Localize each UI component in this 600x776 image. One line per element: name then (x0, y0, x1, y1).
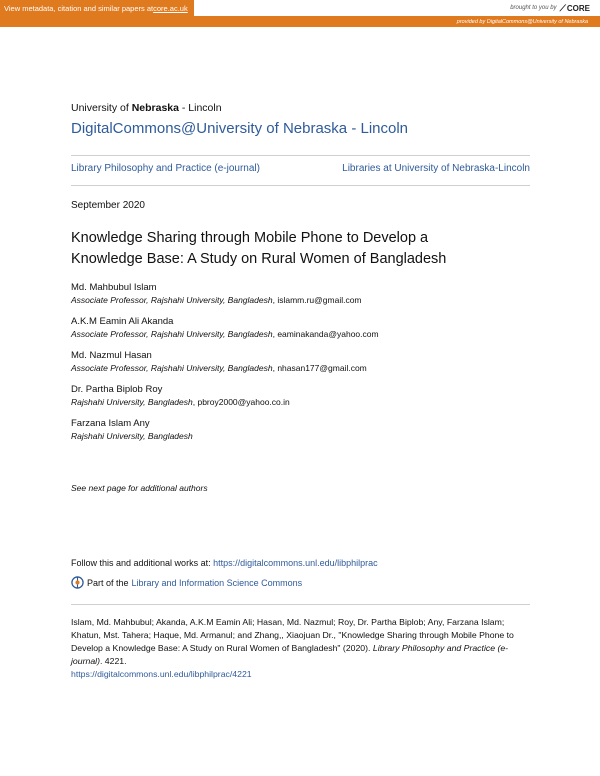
core-provider-bar (0, 16, 600, 27)
author-entry (71, 384, 531, 409)
author-email: , islamm.ru@gmail.com (272, 295, 362, 305)
repository-title[interactable]: DigitalCommons@University of Nebraska - Lincoln (71, 120, 409, 137)
core-banner-top (0, 0, 600, 16)
commons-link[interactable]: Library and Information Science Commons (131, 577, 303, 588)
institution-name (71, 102, 222, 114)
journal-link[interactable]: Library Philosophy and Practice (e-journal) (71, 163, 260, 174)
divider-citation (71, 604, 530, 605)
network-icon (71, 576, 84, 589)
part-of-text: Part of the (87, 577, 129, 588)
institution-bold: Nebraska (131, 102, 179, 114)
author-name: A.K.M Eamin Ali Akanda (71, 316, 174, 327)
core-logo[interactable] (560, 3, 590, 14)
core-logo-label: CORE (566, 3, 590, 13)
institution-prefix: University of (71, 102, 132, 114)
author-affiliation (71, 430, 531, 443)
follow-line (71, 558, 378, 568)
core-notice-text: View metadata, citation and similar papers at (4, 3, 154, 13)
core-banner (0, 0, 600, 27)
brought-by-text: brought to you by (510, 5, 557, 11)
author-entry (71, 418, 531, 443)
provided-by-text: provided by DigitalCommons@University of Nebraska (456, 18, 588, 25)
affiliation-text: Associate Professor, Rajshahi University, Bangladesh (71, 295, 273, 305)
divider-top (71, 155, 530, 156)
institution-suffix: - Lincoln (178, 102, 222, 114)
author-entry (71, 350, 531, 375)
author-affiliation (71, 362, 531, 375)
paper-title (71, 228, 491, 270)
author-name: Md. Nazmul Hasan (71, 350, 152, 361)
citation-text: Islam, Md. Mahbubul; Akanda, A.K.M Eamin Ali; Hasan, Md. Nazmul; Roy, Dr. Partha Biplob; Any, Farzana Islam; Khatun, Mst. Tahera; Haque, Md. Armanul; and Zhang,, Xiaojuan Dr., "Knowledge Sharing through Mobile Phone to Develop a Knowledge Base: A Study on Rural Women of Bangladesh" (2020). (71, 617, 514, 653)
publication-date: September 2020 (71, 200, 145, 211)
affiliation-text: Associate Professor, Rajshahi University, Bangladesh (71, 329, 273, 339)
core-logo-icon: ⟋ (559, 2, 566, 13)
core-link[interactable]: core.ac.uk (153, 3, 188, 13)
recommended-citation (71, 616, 531, 681)
citation-url[interactable]: https://digitalcommons.unl.edu/libphilprac/4221 (71, 669, 252, 679)
affiliation-text: Associate Professor, Rajshahi University, Bangladesh (71, 363, 273, 373)
author-email: , eaminakanda@yahoo.com (272, 329, 379, 339)
author-entry (71, 316, 531, 341)
author-name: Md. Mahbubul Islam (71, 282, 157, 293)
affiliation-text: Rajshahi University, Bangladesh (71, 431, 193, 441)
affiliation-text: Rajshahi University, Bangladesh (71, 397, 193, 407)
title-line-1: Knowledge Sharing through Mobile Phone to Develop a (71, 230, 429, 246)
author-affiliation (71, 294, 531, 307)
title-line-2: Knowledge Base: A Study on Rural Women of Bangladesh (71, 251, 447, 267)
author-affiliation (71, 396, 531, 409)
follow-text: Follow this and additional works at: (71, 558, 214, 568)
author-email: , nhasan177@gmail.com (272, 363, 367, 373)
series-links (71, 163, 530, 174)
author-affiliation (71, 328, 531, 341)
citation-journal: Library Philosophy and Practice (e-journal) (71, 643, 509, 666)
core-metadata-notice (0, 0, 194, 16)
author-list (71, 282, 531, 452)
follow-link[interactable]: https://digitalcommons.unl.edu/libphilprac (213, 558, 378, 568)
citation-number: . 4221. (99, 656, 127, 666)
author-email: , pbroy2000@yahoo.co.in (192, 397, 290, 407)
additional-authors-note: See next page for additional authors (71, 483, 208, 493)
author-entry (71, 282, 531, 307)
author-name: Farzana Islam Any (71, 418, 150, 429)
author-name: Dr. Partha Biplob Roy (71, 384, 163, 395)
libraries-link[interactable]: Libraries at University of Nebraska-Lincoln (342, 163, 530, 174)
divider-series (71, 185, 530, 186)
part-of-line (71, 576, 302, 589)
core-branding (510, 3, 600, 14)
